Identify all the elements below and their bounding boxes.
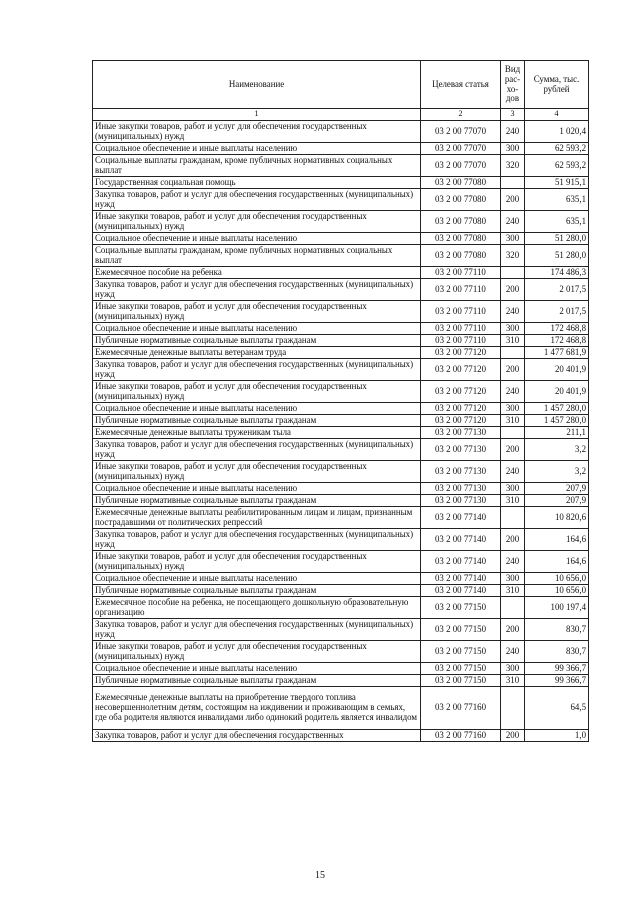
cell-name: Социальное обеспечение и иные выплаты населению — [93, 663, 421, 675]
cell-vid: 310 — [501, 675, 525, 687]
cell-name: Публичные нормативные социальные выплаты гражданам — [93, 675, 421, 687]
cell-code: 03 2 00 77110 — [421, 267, 501, 279]
cell-name: Иные закупки товаров, работ и услуг для обеспечения государственных (муниципальных) нужд — [93, 211, 421, 233]
cell-vid — [501, 267, 525, 279]
page-number: 15 — [315, 870, 325, 881]
cell-vid: 240 — [501, 121, 525, 143]
cell-name: Государственная социальная помощь — [93, 177, 421, 189]
cell-vid: 320 — [501, 245, 525, 267]
header-sum: Сумма, тыс. рублей — [525, 61, 589, 109]
cell-sum: 172 468,8 — [525, 335, 589, 347]
cell-code: 03 2 00 77140 — [421, 529, 501, 551]
table-row — [93, 177, 589, 189]
table-row — [93, 143, 589, 155]
table-row — [93, 381, 589, 403]
table-row — [93, 507, 589, 529]
cell-sum: 830,7 — [525, 619, 589, 641]
cell-name: Иные закупки товаров, работ и услуг для обеспечения государственных (муниципальных) нужд — [93, 551, 421, 573]
cell-sum: 10 656,0 — [525, 585, 589, 597]
cell-code: 03 2 00 77080 — [421, 245, 501, 267]
table-row — [93, 730, 589, 742]
cell-name: Закупка товаров, работ и услуг для обеспечения государственных — [93, 730, 421, 742]
cell-vid: 310 — [501, 335, 525, 347]
cell-vid: 240 — [501, 211, 525, 233]
table-row — [93, 495, 589, 507]
cell-sum: 1 457 280,0 — [525, 403, 589, 415]
cell-code: 03 2 00 77110 — [421, 301, 501, 323]
table-row — [93, 335, 589, 347]
cell-sum: 1 477 681,9 — [525, 347, 589, 359]
table-row — [93, 619, 589, 641]
cell-code: 03 2 00 77160 — [421, 730, 501, 742]
cell-sum: 164,6 — [525, 529, 589, 551]
cell-vid: 200 — [501, 279, 525, 301]
table-row — [93, 551, 589, 573]
table-row — [93, 483, 589, 495]
cell-vid: 300 — [501, 483, 525, 495]
cell-vid: 240 — [501, 461, 525, 483]
cell-name: Социальное обеспечение и иные выплаты населению — [93, 483, 421, 495]
table-row — [93, 267, 589, 279]
cell-vid — [501, 427, 525, 439]
cell-name: Социальные выплаты гражданам, кроме публичных нормативных социальных выплат — [93, 155, 421, 177]
table-row — [93, 597, 589, 619]
cell-sum: 3,2 — [525, 461, 589, 483]
cell-sum: 207,9 — [525, 495, 589, 507]
cell-sum: 1 020,4 — [525, 121, 589, 143]
cell-code: 03 2 00 77110 — [421, 323, 501, 335]
cell-sum: 51 280,0 — [525, 233, 589, 245]
cell-vid: 200 — [501, 439, 525, 461]
cell-code: 03 2 00 77110 — [421, 335, 501, 347]
cell-vid: 200 — [501, 619, 525, 641]
cell-sum: 20 401,9 — [525, 381, 589, 403]
cell-sum: 99 366,7 — [525, 663, 589, 675]
cell-code: 03 2 00 77150 — [421, 619, 501, 641]
cell-vid — [501, 687, 525, 730]
cell-vid: 310 — [501, 585, 525, 597]
cell-vid: 300 — [501, 663, 525, 675]
cell-vid: 310 — [501, 495, 525, 507]
cell-sum: 830,7 — [525, 641, 589, 663]
cell-code: 03 2 00 77080 — [421, 211, 501, 233]
column-number-3: 3 — [501, 109, 525, 121]
cell-sum: 207,9 — [525, 483, 589, 495]
cell-name: Публичные нормативные социальные выплаты гражданам — [93, 335, 421, 347]
table-header — [93, 61, 589, 121]
cell-code: 03 2 00 77130 — [421, 483, 501, 495]
cell-vid: 300 — [501, 233, 525, 245]
cell-code: 03 2 00 77150 — [421, 663, 501, 675]
cell-vid — [501, 597, 525, 619]
column-number-1: 1 — [93, 109, 421, 121]
budget-table — [92, 60, 589, 742]
table-body — [93, 121, 589, 742]
cell-sum: 10 820,6 — [525, 507, 589, 529]
table-row — [93, 439, 589, 461]
header-name: Наименование — [93, 61, 421, 109]
cell-sum: 1 457 280,0 — [525, 415, 589, 427]
cell-name: Публичные нормативные социальные выплаты гражданам — [93, 495, 421, 507]
table-row — [93, 359, 589, 381]
cell-sum: 51 280,0 — [525, 245, 589, 267]
cell-vid — [501, 507, 525, 529]
cell-vid: 200 — [501, 730, 525, 742]
cell-sum: 2 017,5 — [525, 279, 589, 301]
cell-code: 03 2 00 77070 — [421, 121, 501, 143]
cell-code: 03 2 00 77080 — [421, 233, 501, 245]
cell-code: 03 2 00 77070 — [421, 155, 501, 177]
table-row — [93, 461, 589, 483]
cell-name: Закупка товаров, работ и услуг для обеспечения государственных (муниципальных) нужд — [93, 359, 421, 381]
cell-name: Ежемесячное пособие на ребенка, не посещающего дошкольную образовательную организацию — [93, 597, 421, 619]
cell-sum: 2 017,5 — [525, 301, 589, 323]
column-number-4: 4 — [525, 109, 589, 121]
cell-code: 03 2 00 77140 — [421, 551, 501, 573]
cell-name: Социальное обеспечение и иные выплаты населению — [93, 573, 421, 585]
cell-name: Ежемесячные денежные выплаты реабилитированным лицам и лицам, признанным пострадавшими от политических репрессий — [93, 507, 421, 529]
cell-sum: 64,5 — [525, 687, 589, 730]
cell-name: Социальное обеспечение и иные выплаты населению — [93, 403, 421, 415]
cell-sum: 99 366,7 — [525, 675, 589, 687]
cell-vid: 200 — [501, 529, 525, 551]
cell-code: 03 2 00 77140 — [421, 585, 501, 597]
cell-code: 03 2 00 77150 — [421, 641, 501, 663]
cell-vid — [501, 347, 525, 359]
cell-sum: 635,1 — [525, 189, 589, 211]
header-vid: Вид рас-хо-дов — [501, 61, 525, 109]
cell-code: 03 2 00 77130 — [421, 495, 501, 507]
table-row — [93, 641, 589, 663]
table-row — [93, 403, 589, 415]
cell-name: Публичные нормативные социальные выплаты гражданам — [93, 415, 421, 427]
cell-code: 03 2 00 77080 — [421, 177, 501, 189]
cell-vid: 300 — [501, 323, 525, 335]
cell-vid: 310 — [501, 415, 525, 427]
cell-code: 03 2 00 77110 — [421, 279, 501, 301]
table-row — [93, 211, 589, 233]
cell-vid: 200 — [501, 359, 525, 381]
table-row — [93, 347, 589, 359]
table-row — [93, 301, 589, 323]
table-row — [93, 573, 589, 585]
cell-sum: 635,1 — [525, 211, 589, 233]
cell-code: 03 2 00 77150 — [421, 675, 501, 687]
cell-name: Иные закупки товаров, работ и услуг для обеспечения государственных (муниципальных) нужд — [93, 461, 421, 483]
cell-vid: 240 — [501, 381, 525, 403]
cell-name: Ежемесячные денежные выплаты ветеранам труда — [93, 347, 421, 359]
table-row — [93, 233, 589, 245]
cell-code: 03 2 00 77140 — [421, 507, 501, 529]
cell-sum: 172 468,8 — [525, 323, 589, 335]
cell-name: Иные закупки товаров, работ и услуг для обеспечения государственных (муниципальных) нужд — [93, 381, 421, 403]
cell-name: Закупка товаров, работ и услуг для обеспечения государственных (муниципальных) нужд — [93, 189, 421, 211]
cell-name: Ежемесячное пособие на ребенка — [93, 267, 421, 279]
cell-sum: 3,2 — [525, 439, 589, 461]
cell-name: Ежемесячные денежные выплаты на приобретение твердого топлива несовершеннолетним детям, состоящим на иждивении и проживающим в семьях, где оба родителя являются инвалидами либо одинокий родитель является инвалидом — [93, 687, 421, 730]
cell-name: Закупка товаров, работ и услуг для обеспечения государственных (муниципальных) нужд — [93, 619, 421, 641]
cell-code: 03 2 00 77070 — [421, 143, 501, 155]
cell-code: 03 2 00 77130 — [421, 439, 501, 461]
cell-sum: 62 593,2 — [525, 143, 589, 155]
cell-code: 03 2 00 77160 — [421, 687, 501, 730]
table-row — [93, 155, 589, 177]
cell-code: 03 2 00 77120 — [421, 403, 501, 415]
table-row — [93, 427, 589, 439]
cell-vid: 300 — [501, 143, 525, 155]
cell-vid — [501, 177, 525, 189]
cell-code: 03 2 00 77140 — [421, 573, 501, 585]
column-number-2: 2 — [421, 109, 501, 121]
cell-name: Социальное обеспечение и иные выплаты населению — [93, 233, 421, 245]
cell-name: Закупка товаров, работ и услуг для обеспечения государственных (муниципальных) нужд — [93, 439, 421, 461]
cell-sum: 100 197,4 — [525, 597, 589, 619]
cell-code: 03 2 00 77120 — [421, 381, 501, 403]
header-code: Целевая статья — [421, 61, 501, 109]
cell-sum: 51 915,1 — [525, 177, 589, 189]
cell-sum: 164,6 — [525, 551, 589, 573]
table-row — [93, 675, 589, 687]
cell-vid: 300 — [501, 573, 525, 585]
cell-code: 03 2 00 77080 — [421, 189, 501, 211]
cell-code: 03 2 00 77130 — [421, 427, 501, 439]
cell-sum: 1,0 — [525, 730, 589, 742]
cell-vid: 300 — [501, 403, 525, 415]
table-row — [93, 415, 589, 427]
cell-sum: 20 401,9 — [525, 359, 589, 381]
cell-name: Ежемесячные денежные выплаты труженикам тыла — [93, 427, 421, 439]
table-row — [93, 189, 589, 211]
cell-code: 03 2 00 77150 — [421, 597, 501, 619]
cell-vid: 240 — [501, 301, 525, 323]
table-row — [93, 585, 589, 597]
cell-name: Закупка товаров, работ и услуг для обеспечения государственных (муниципальных) нужд — [93, 279, 421, 301]
cell-name: Социальные выплаты гражданам, кроме публичных нормативных социальных выплат — [93, 245, 421, 267]
cell-vid: 320 — [501, 155, 525, 177]
table-row — [93, 663, 589, 675]
cell-sum: 211,1 — [525, 427, 589, 439]
cell-vid: 240 — [501, 641, 525, 663]
cell-sum: 10 656,0 — [525, 573, 589, 585]
cell-name: Публичные нормативные социальные выплаты гражданам — [93, 585, 421, 597]
cell-vid: 200 — [501, 189, 525, 211]
cell-name: Иные закупки товаров, работ и услуг для обеспечения государственных (муниципальных) нужд — [93, 121, 421, 143]
cell-vid: 240 — [501, 551, 525, 573]
cell-code: 03 2 00 77120 — [421, 415, 501, 427]
table-row — [93, 687, 589, 730]
cell-name: Закупка товаров, работ и услуг для обеспечения государственных (муниципальных) нужд — [93, 529, 421, 551]
table-row — [93, 323, 589, 335]
cell-name: Иные закупки товаров, работ и услуг для обеспечения государственных (муниципальных) нужд — [93, 301, 421, 323]
table-row — [93, 245, 589, 267]
cell-name: Социальное обеспечение и иные выплаты населению — [93, 143, 421, 155]
cell-name: Социальное обеспечение и иные выплаты населению — [93, 323, 421, 335]
table-row — [93, 121, 589, 143]
table-row — [93, 279, 589, 301]
cell-sum: 174 486,3 — [525, 267, 589, 279]
cell-code: 03 2 00 77120 — [421, 359, 501, 381]
cell-sum: 62 593,2 — [525, 155, 589, 177]
cell-code: 03 2 00 77120 — [421, 347, 501, 359]
cell-name: Иные закупки товаров, работ и услуг для обеспечения государственных (муниципальных) нужд — [93, 641, 421, 663]
cell-code: 03 2 00 77130 — [421, 461, 501, 483]
table-row — [93, 529, 589, 551]
